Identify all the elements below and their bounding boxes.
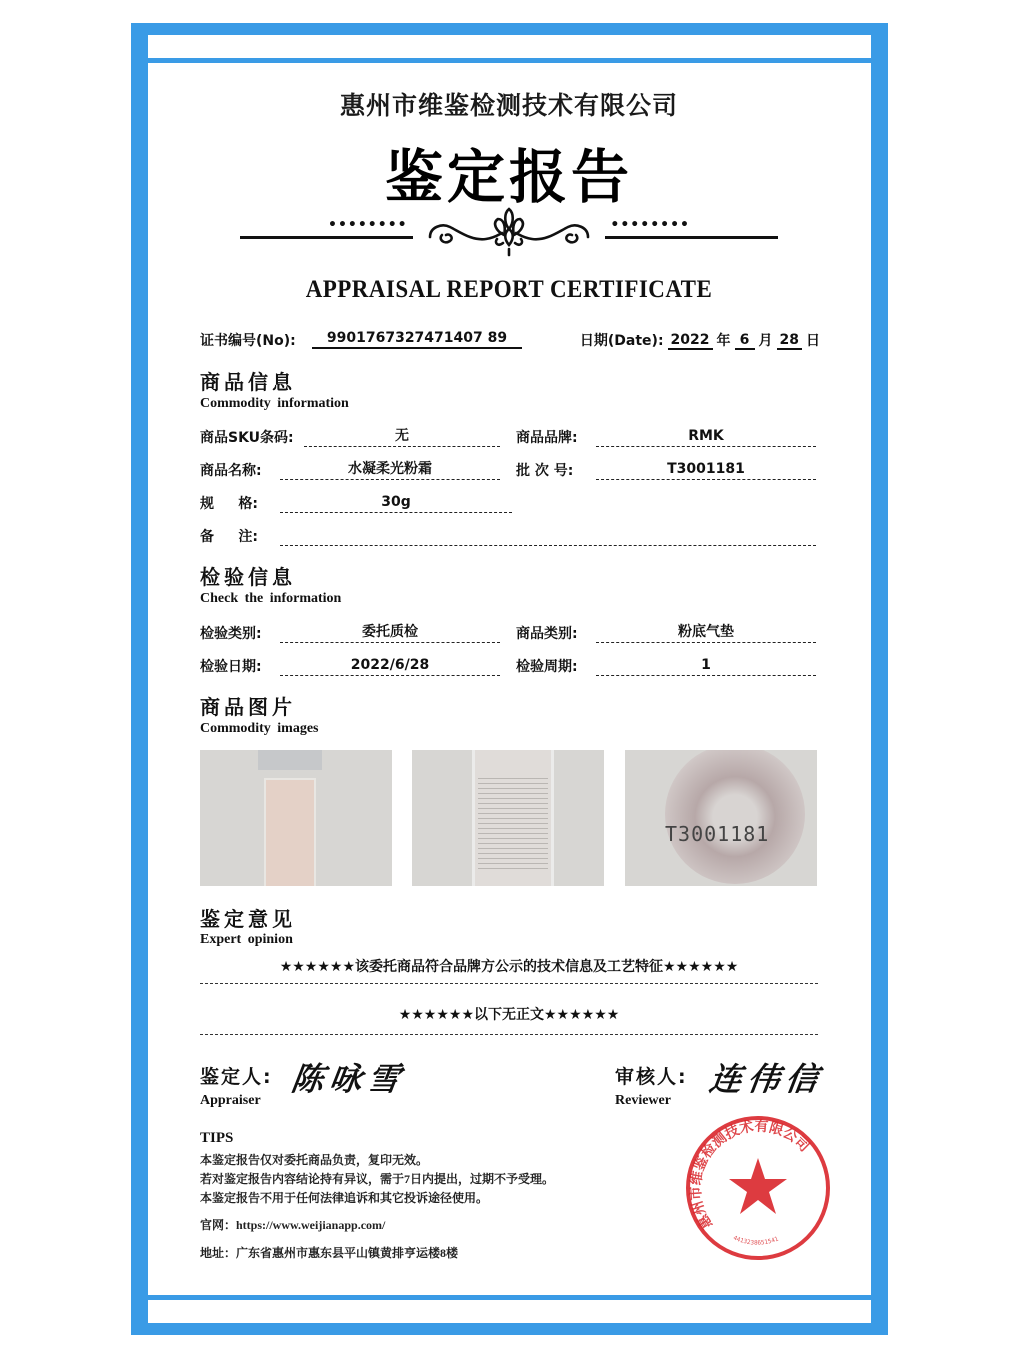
field-label: 检验周期: <box>516 659 578 675</box>
field-value <box>280 526 816 546</box>
certificate-meta-row <box>200 330 820 352</box>
appraiser-sublabel: Appraiser <box>200 1093 261 1108</box>
reviewer-label: 审核人: <box>615 1066 688 1088</box>
bottle-back-label-photo[interactable] <box>412 750 604 886</box>
field-remark <box>200 526 816 548</box>
field-check-type <box>200 623 500 645</box>
date-day-unit: 日 <box>806 333 820 349</box>
end-of-text-note: ★★★★★★以下无正文★★★★★★ <box>398 1007 620 1023</box>
field-label: 备 注: <box>200 529 258 545</box>
images-section-title: 商品图片 <box>200 695 296 719</box>
date-month: 6 <box>735 332 755 350</box>
tips-line: 若对鉴定报告内容结论持有异议，需于7日内提出，过期不予受理。 <box>200 1172 555 1186</box>
field-value: 委托质检 <box>280 623 500 643</box>
field-product-category <box>516 623 816 645</box>
commodity-images <box>200 750 818 886</box>
cert-no-value: 9901767327471407 89 <box>312 330 522 349</box>
batch-code-text: T3001181 <box>665 822 770 846</box>
field-value: 粉底气垫 <box>596 623 816 643</box>
bottle-front-photo[interactable] <box>200 750 392 886</box>
reviewer-sublabel: Reviewer <box>615 1093 671 1108</box>
commodity-section-subtitle: Commodity information <box>200 396 349 411</box>
field-label: 检验类别: <box>200 626 262 642</box>
field-value: RMK <box>596 427 816 447</box>
field-product-name <box>200 460 500 482</box>
dashed-divider <box>200 1034 818 1035</box>
field-label: 检验日期: <box>200 659 262 675</box>
check-section-subtitle: Check the information <box>200 591 342 606</box>
batch-code-photo[interactable] <box>625 750 817 886</box>
svg-text:惠州市维鉴检测技术有限公司 <box>687 1118 813 1233</box>
commodity-section-title: 商品信息 <box>200 370 296 394</box>
english-title: APPRAISAL REPORT CERTIFICATE <box>305 276 713 303</box>
bottle-body <box>264 778 316 886</box>
field-value: 1 <box>596 656 816 676</box>
label-text-lines <box>478 774 548 870</box>
seal-number: 4413238651541 <box>732 1234 780 1247</box>
divider-dots-right: •••••••• <box>610 217 690 233</box>
date-year: 2022 <box>668 332 713 350</box>
field-value: 2022/6/28 <box>280 656 500 676</box>
flourish-icon <box>420 205 598 260</box>
field-check-period <box>516 656 816 678</box>
field-sku <box>200 427 500 449</box>
reviewer-signature: 连伟信 <box>707 1060 827 1098</box>
field-check-date <box>200 656 500 678</box>
company-seal-stamp <box>683 1113 833 1263</box>
tips-title: TIPS <box>200 1130 234 1146</box>
border-line <box>871 23 876 1335</box>
date-day: 28 <box>777 332 802 350</box>
cert-no-label: 证书编号(No): <box>200 333 296 349</box>
ornament-divider <box>240 205 778 260</box>
opinion-section-title: 鉴定意见 <box>200 907 296 931</box>
report-title: 鉴定报告 <box>384 143 633 211</box>
date-block <box>580 330 820 350</box>
cushion-disc <box>665 750 805 884</box>
images-section-subtitle: Commodity images <box>200 721 319 736</box>
field-value: 30g <box>280 493 512 513</box>
check-section-title: 检验信息 <box>200 565 296 589</box>
opinion-section-subtitle: Expert opinion <box>200 932 293 947</box>
field-label: 批 次 号: <box>516 463 574 479</box>
field-label: 商品SKU条码: <box>200 430 294 446</box>
border-line <box>143 23 148 1335</box>
date-label: 日期(Date): <box>579 333 664 349</box>
dashed-divider <box>200 983 818 984</box>
field-value: 无 <box>304 427 500 447</box>
divider-line-right <box>605 236 778 239</box>
opinion-statement: ★★★★★★该委托商品符合品牌方公示的技术信息及工艺特征★★★★★★ <box>279 959 739 975</box>
tips-line: 本鉴定报告仅对委托商品负责，复印无效。 <box>200 1153 429 1167</box>
tips-line: 本鉴定报告不用于任何法律追诉和其它投诉途径使用。 <box>200 1191 489 1205</box>
appraiser-signature: 陈咏雪 <box>289 1060 409 1098</box>
field-label: 商品品牌: <box>516 430 578 446</box>
company-name: 惠州市维鉴检测技术有限公司 <box>339 91 678 120</box>
border-line <box>131 1295 888 1300</box>
field-value: T3001181 <box>596 460 816 480</box>
appraiser-label: 鉴定人: <box>200 1066 273 1088</box>
field-label: 商品类别: <box>516 626 578 642</box>
field-spec <box>200 493 512 515</box>
seal-company-text: 惠州市维鉴检测技术有限公司 <box>687 1118 813 1232</box>
divider-dots-left: •••••••• <box>328 217 408 233</box>
divider-line-left <box>240 236 413 239</box>
border-line <box>131 58 888 63</box>
star-icon <box>729 1158 787 1214</box>
field-value: 水凝柔光粉霜 <box>280 460 500 480</box>
field-label: 商品名称: <box>200 463 262 479</box>
address-text: 地址：广东省惠州市惠东县平山镇黄排亨运楼8楼 <box>200 1246 459 1260</box>
field-brand <box>516 427 816 449</box>
date-year-unit: 年 <box>716 333 731 349</box>
field-label: 规 格: <box>200 496 258 512</box>
date-month-unit: 月 <box>758 333 773 349</box>
svg-text:4413238651541 <box>732 1234 780 1246</box>
website-link[interactable]: 官网：https://www.weijianapp.com/ <box>200 1218 386 1232</box>
bottle-cap <box>258 750 322 770</box>
field-batch-no <box>516 460 816 482</box>
